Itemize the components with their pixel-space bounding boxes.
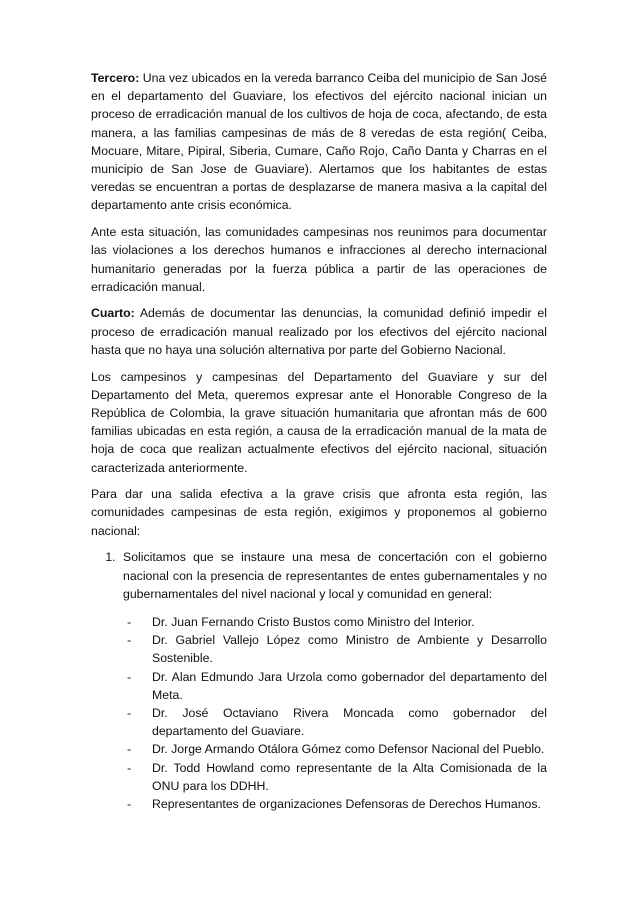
paragraph-text: Además de documentar las denuncias, la comunidad definió impedir el proceso de erradicación manual realizado por los efectivos del ejército nacional hasta que no haya una solución alternativa por parte del Gobierno Nacional.: [91, 306, 547, 357]
paragraph-label: Cuarto:: [91, 306, 135, 321]
dash-bullet: -: [126, 760, 132, 775]
participant-text: Dr. José Octaviano Rivera Moncada como gobernador del departamento del Guaviare.: [152, 706, 547, 739]
paragraph-label: Tercero:: [91, 71, 140, 85]
participant-item: [126, 704, 547, 740]
dash-bullet: -: [126, 706, 132, 720]
participant-text: Dr. Juan Fernando Cristo Bustos como Ministro del Interior.: [152, 614, 475, 629]
participant-list: [123, 613, 547, 813]
dash-bullet: -: [126, 614, 132, 629]
participant-item: [126, 613, 547, 631]
request-list: [91, 548, 547, 813]
participant-item: [126, 740, 547, 758]
paragraph-salida-efectiva: Para dar una salida efectiva a la grave crisis que afronta esta región, las comunidades campesinas de esta región, exigimos y proponemos al gobierno nacional:: [91, 487, 547, 538]
request-text: 1. Solicitamos que se instaure una mesa de concertación con el gobierno nacional con la presencia de representantes de entes gubernamentales y no gubernamentales del nivel nacional y local y comunidad en general:: [123, 550, 547, 601]
dash-bullet: -: [126, 797, 132, 812]
participant-item: [126, 631, 547, 667]
participant-text: Dr. Jorge Armando Otálora Gómez como Defensor Nacional del Pueblo.: [152, 742, 545, 757]
paragraph-tercero: [91, 69, 547, 215]
paragraph-ante-situacion: Ante esta situación, las comunidades campesinas nos reunimos para documentar las violaciones a los derechos humanos e infracciones al derecho internacional humanitario generadas por la fuerza pública a partir de las operaciones de erradicación manual.: [91, 225, 547, 294]
participant-text: Dr. Gabriel Vallejo López como Ministro de Ambiente y Desarrollo Sostenible.: [152, 633, 547, 666]
paragraph-cuarto: [91, 304, 547, 359]
participant-text: Dr. Todd Howland como representante de la Alta Comisionada de la ONU para los DDHH.: [152, 760, 547, 793]
participant-item: [126, 795, 547, 813]
participant-text: Dr. Alan Edmundo Jara Urzola como gobernador del departamento del Meta.: [152, 669, 547, 702]
participant-text: Representantes de organizaciones Defensoras de Derechos Humanos.: [152, 797, 541, 812]
dash-bullet: -: [126, 633, 132, 648]
dash-bullet: -: [126, 742, 132, 757]
request-item: [119, 548, 547, 813]
participant-item: [126, 668, 547, 704]
document-body: [91, 69, 547, 813]
paragraph-campesinos: Los campesinos y campesinas del Departamento del Guaviare y sur del Departamento del Meta, queremos expresar ante el Honorable Congreso de la República de Colombia, la grave situación humanitaria que afrontan más de 600 familias ubicadas en esta región, a causa de la erradicación manual de la mata de hoja de coca que realizan actualmente efectivos del ejército nacional, situación caracterizada anteriormente.: [91, 369, 547, 475]
paragraph-text: Una vez ubicados en la vereda barranco Ceiba del municipio de San José en el departamento del Guaviare, los efectivos del ejército nacional inician un proceso de erradicación manual de los cultivos de hoja de coca, afectando, de esta manera, a las familias campesinas de más de 8 veredas de esta región( Ceiba, Mocuare, Mitare, Pipiral, Siberia, Cumare, Caño Rojo, Caño Danta y Charras en el municipio de San Jose de Guaviare). Alertamos que los habitantes de estas veredas se encuentran a portas de desplazarse de manera masiva a la capital del departamento ante crisis económica.: [91, 71, 547, 213]
participant-item: [126, 759, 547, 795]
dash-bullet: -: [126, 669, 132, 684]
